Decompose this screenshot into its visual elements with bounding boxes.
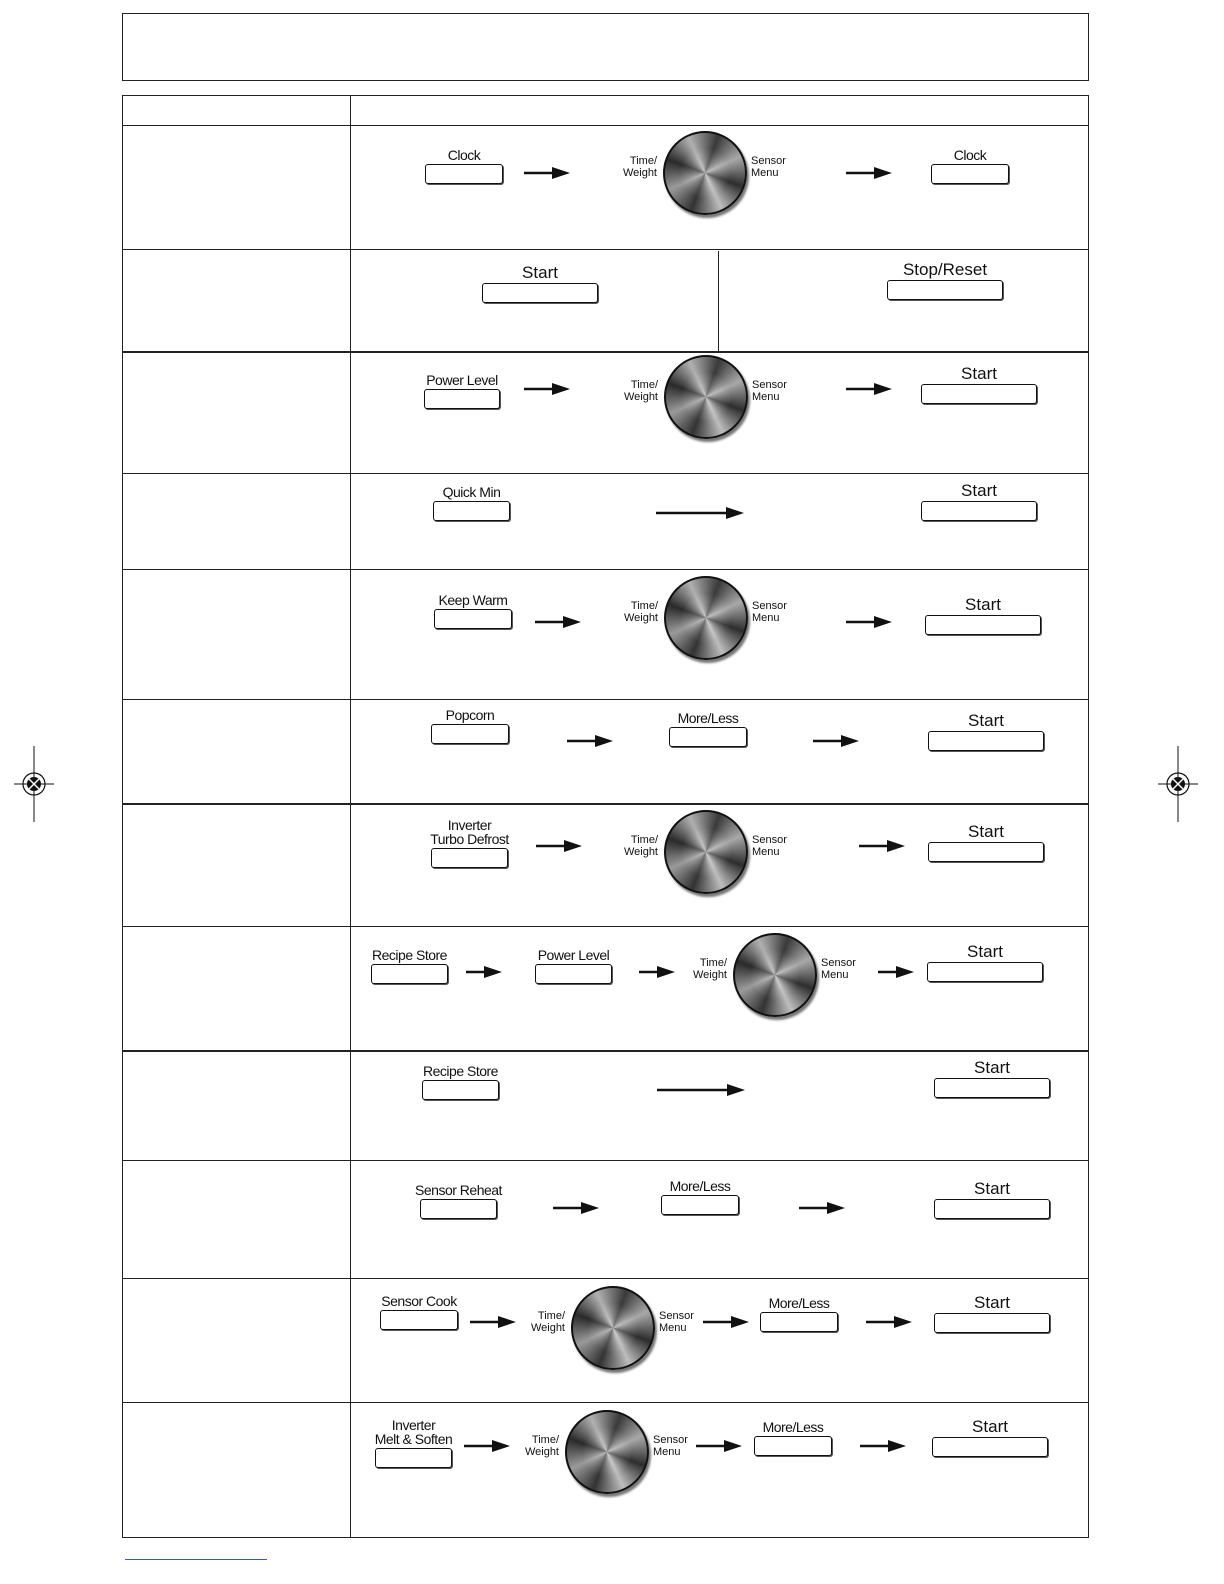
button-label: Start [965, 595, 1001, 614]
dial-left-line-2: Weight [623, 612, 658, 624]
button-face[interactable] [921, 384, 1037, 404]
button-label: Start [968, 822, 1004, 841]
button-face[interactable] [482, 283, 598, 303]
dial-left-line-1: Time/ [630, 600, 658, 612]
dial-right-line-1: Sensor [659, 1310, 694, 1322]
dial-right-line-1: Sensor [752, 600, 787, 612]
button-face[interactable] [422, 1080, 499, 1100]
recipe-store-button[interactable] [422, 1063, 499, 1100]
button-face[interactable] [931, 164, 1009, 184]
dial-left-line-2: Weight [530, 1322, 565, 1334]
right-arrow-icon [878, 966, 914, 978]
dial-time-weight-label [677, 957, 727, 981]
right-arrow-icon [696, 1440, 742, 1452]
time-weight-sensor-menu-dial[interactable] [571, 1286, 655, 1370]
start-button[interactable] [928, 711, 1044, 751]
start-button[interactable] [934, 1179, 1050, 1219]
button-label: Start [974, 1058, 1010, 1077]
button-face[interactable] [431, 724, 509, 744]
button-face[interactable] [925, 615, 1041, 635]
button-label: Start [522, 263, 558, 282]
time-weight-sensor-menu-dial[interactable] [733, 933, 817, 1017]
button-label: More/Less [768, 1295, 830, 1311]
dial-right-line-1: Sensor [752, 834, 787, 846]
registration-mark-right [1158, 746, 1198, 822]
keep-warm-button[interactable] [434, 592, 512, 629]
registration-mark-left [14, 746, 54, 822]
start-button[interactable] [934, 1058, 1050, 1098]
dial-time-weight-label [608, 834, 658, 858]
quick-min-button[interactable] [433, 484, 510, 521]
button-label: Start [967, 942, 1003, 961]
right-arrow-icon [859, 840, 905, 852]
row-divider [123, 351, 1088, 353]
dial-sensor-menu-label [659, 1310, 709, 1334]
dial-left-line-1: Time/ [699, 957, 727, 969]
start-button[interactable] [932, 1417, 1048, 1457]
dial-right-line-2: Menu [751, 167, 779, 179]
dial-left-line-1: Time/ [630, 834, 658, 846]
row-divider [123, 569, 1088, 570]
right-arrow-icon [866, 1316, 912, 1328]
button-label: Popcorn [445, 707, 495, 723]
right-arrow-icon [656, 507, 744, 519]
button-face[interactable] [754, 1436, 832, 1456]
button-face[interactable] [424, 389, 500, 409]
right-arrow-icon [466, 966, 502, 978]
button-face[interactable] [928, 731, 1044, 751]
button-face[interactable] [375, 1448, 452, 1468]
button-face[interactable] [760, 1312, 838, 1332]
right-arrow-icon [846, 383, 892, 395]
clock-button[interactable] [931, 147, 1009, 184]
time-weight-sensor-menu-dial[interactable] [664, 355, 748, 439]
clock-button[interactable] [425, 147, 503, 184]
button-face[interactable] [420, 1199, 497, 1219]
right-arrow-icon [657, 1084, 745, 1096]
right-arrow-icon [639, 966, 675, 978]
row-divider [123, 1402, 1088, 1403]
row-divider [123, 249, 1088, 250]
dial-right-line-2: Menu [659, 1322, 687, 1334]
button-label: Recipe Store [423, 1063, 498, 1079]
button-face[interactable] [425, 164, 503, 184]
right-arrow-icon [536, 840, 582, 852]
dial-right-line-2: Menu [752, 612, 780, 624]
dial-right-line-1: Sensor [752, 379, 787, 391]
button-label: Sensor Cook [381, 1293, 457, 1309]
dial-sensor-menu-label [752, 600, 802, 624]
time-weight-sensor-menu-dial[interactable] [664, 810, 748, 894]
dial-left-line-2: Weight [524, 1446, 559, 1458]
button-face[interactable] [669, 727, 747, 747]
dial-left-line-2: Weight [692, 969, 727, 981]
button-face[interactable] [434, 609, 512, 629]
dial-left-line-2: Weight [622, 167, 657, 179]
dial-left-line-2: Weight [623, 391, 658, 403]
right-arrow-icon [464, 1440, 510, 1452]
button-face[interactable] [927, 962, 1043, 982]
right-arrow-icon [524, 167, 570, 179]
cell-split [718, 251, 719, 351]
dial-sensor-menu-label [751, 155, 801, 179]
inverter-melt-soften-button[interactable] [374, 1417, 453, 1468]
right-arrow-icon [567, 735, 613, 747]
stop-reset-button[interactable] [887, 260, 1003, 300]
dial-sensor-menu-label [752, 379, 802, 403]
button-face[interactable] [887, 280, 1003, 300]
dial-left-line-1: Time/ [531, 1434, 559, 1446]
button-face[interactable] [661, 1195, 739, 1215]
button-label: Power Level [537, 947, 610, 963]
button-label: Start [968, 711, 1004, 730]
button-label: Clock [447, 147, 481, 163]
button-label: Inverter Melt & Soften [374, 1417, 453, 1447]
button-face[interactable] [934, 1313, 1050, 1333]
button-label: Start [974, 1179, 1010, 1198]
button-label: Start [961, 481, 997, 500]
button-face[interactable] [932, 1437, 1048, 1457]
right-arrow-icon [846, 616, 892, 628]
start-button[interactable] [934, 1293, 1050, 1333]
inverter-turbo-defrost-button[interactable] [430, 817, 509, 868]
button-label: Quick Min [442, 484, 501, 500]
popcorn-button[interactable] [431, 707, 509, 744]
button-face[interactable] [380, 1310, 458, 1330]
right-arrow-icon [553, 1202, 599, 1214]
button-label: Start [961, 364, 997, 383]
dial-right-line-1: Sensor [821, 957, 856, 969]
button-face[interactable] [928, 842, 1044, 862]
row-divider [123, 1278, 1088, 1279]
header-row-divider [123, 125, 1088, 126]
dial-right-line-2: Menu [752, 391, 780, 403]
sensor-reheat-button[interactable] [415, 1182, 502, 1219]
button-face[interactable] [934, 1078, 1050, 1098]
dial-right-line-1: Sensor [751, 155, 786, 167]
dial-right-line-2: Menu [752, 846, 780, 858]
right-arrow-icon [846, 167, 892, 179]
button-face[interactable] [431, 848, 508, 868]
button-label: More/Less [669, 1178, 731, 1194]
button-label: Keep Warm [438, 592, 508, 608]
button-face[interactable] [934, 1199, 1050, 1219]
sensor-cook-button[interactable] [380, 1293, 458, 1330]
start-button[interactable] [925, 595, 1041, 635]
button-label: Sensor Reheat [415, 1182, 502, 1198]
button-face[interactable] [433, 501, 510, 521]
button-label: Stop/Reset [902, 260, 988, 279]
header-box [122, 13, 1089, 81]
button-face[interactable] [535, 964, 612, 984]
start-button[interactable] [921, 364, 1037, 404]
right-arrow-icon [799, 1202, 845, 1214]
dial-time-weight-label [607, 155, 657, 179]
right-arrow-icon [813, 735, 859, 747]
time-weight-sensor-menu-dial[interactable] [565, 1410, 649, 1494]
dial-sensor-menu-label [821, 957, 871, 981]
time-weight-sensor-menu-dial[interactable] [663, 131, 747, 215]
dial-left-line-1: Time/ [629, 155, 657, 167]
button-label: Start [972, 1417, 1008, 1436]
footer-link-underline [125, 1559, 267, 1560]
button-label: Start [974, 1293, 1010, 1312]
button-label: Recipe Store [372, 947, 447, 963]
button-label: Inverter Turbo Defrost [430, 817, 509, 847]
power-level-button[interactable] [424, 372, 500, 409]
right-arrow-icon [535, 616, 581, 628]
dial-time-weight-label [515, 1310, 565, 1334]
dial-left-line-1: Time/ [537, 1310, 565, 1322]
recipe-store-button[interactable] [371, 947, 448, 984]
power-level-button[interactable] [535, 947, 612, 984]
button-label: More/Less [677, 710, 739, 726]
button-label: Power Level [426, 372, 498, 388]
start-button[interactable] [482, 263, 598, 303]
more-less-button[interactable] [760, 1295, 838, 1332]
row-divider [123, 473, 1088, 474]
button-label: Clock [953, 147, 987, 163]
start-button[interactable] [921, 481, 1037, 521]
row-divider [123, 926, 1088, 927]
column-divider [350, 96, 351, 1537]
dial-left-line-2: Weight [623, 846, 658, 858]
right-arrow-icon [470, 1316, 516, 1328]
row-divider [123, 1160, 1088, 1161]
start-button[interactable] [928, 822, 1044, 862]
time-weight-sensor-menu-dial[interactable] [664, 576, 748, 660]
more-less-button[interactable] [661, 1178, 739, 1215]
dial-time-weight-label [608, 379, 658, 403]
row-divider [123, 803, 1088, 805]
more-less-button[interactable] [669, 710, 747, 747]
dial-time-weight-label [608, 600, 658, 624]
dial-left-line-1: Time/ [630, 379, 658, 391]
dial-right-line-2: Menu [653, 1446, 681, 1458]
right-arrow-icon [524, 383, 570, 395]
row-divider [123, 1050, 1088, 1052]
button-face[interactable] [921, 501, 1037, 521]
more-less-button[interactable] [754, 1419, 832, 1456]
button-label: More/Less [762, 1419, 824, 1435]
right-arrow-icon [860, 1440, 906, 1452]
right-arrow-icon [703, 1316, 749, 1328]
dial-time-weight-label [509, 1434, 559, 1458]
dial-sensor-menu-label [752, 834, 802, 858]
row-divider [123, 699, 1088, 700]
dial-right-line-1: Sensor [653, 1434, 688, 1446]
dial-right-line-2: Menu [821, 969, 849, 981]
button-face[interactable] [371, 964, 448, 984]
start-button[interactable] [927, 942, 1043, 982]
